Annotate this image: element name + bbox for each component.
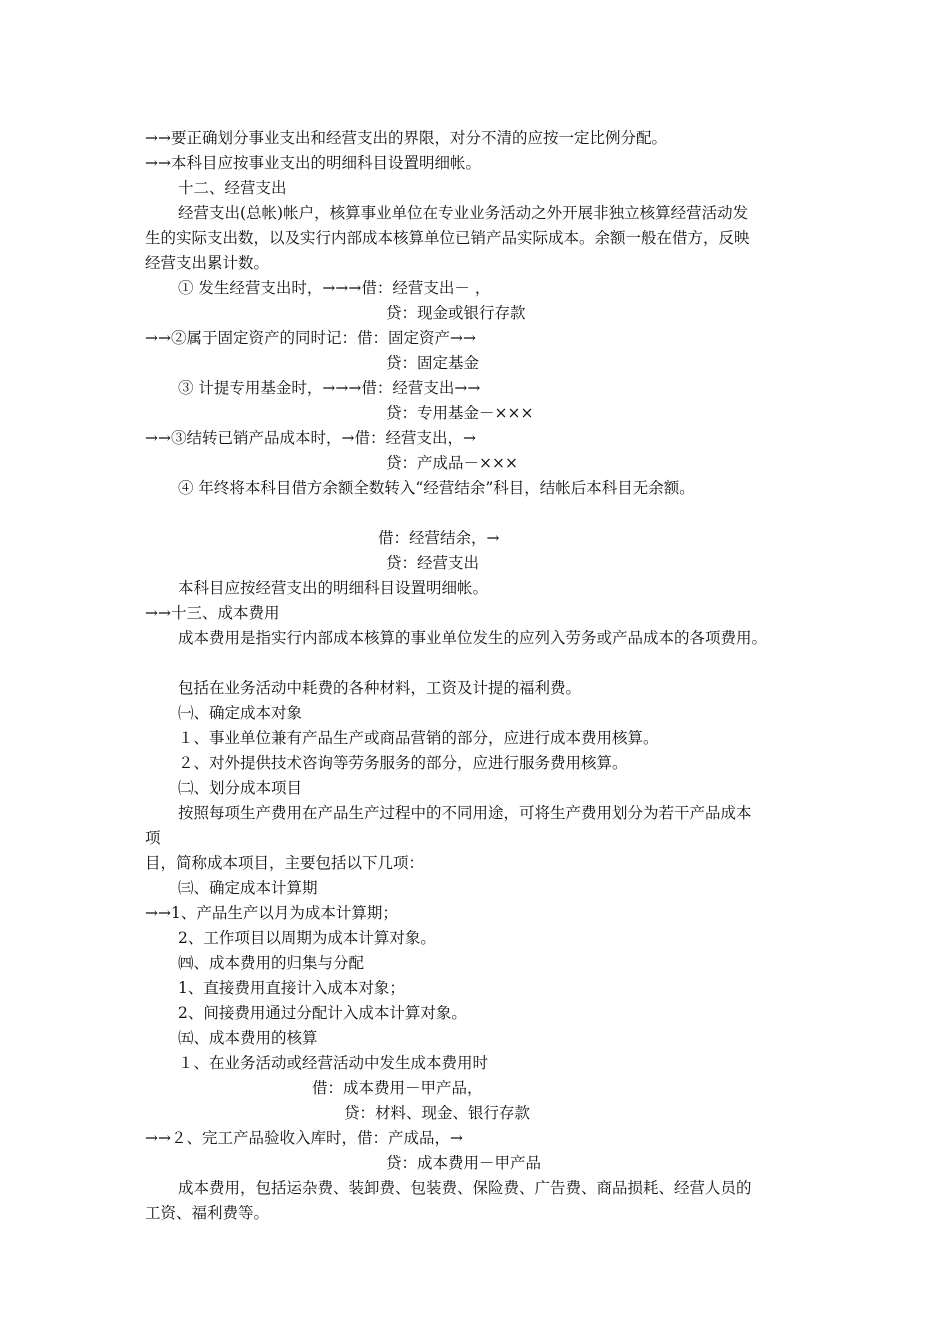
text-line: 贷：材料、现金、银行存款	[344, 1104, 531, 1122]
text-line: 包括在业务活动中耗费的各种材料，工资及计提的福利费。	[178, 679, 582, 697]
text-line: ① 发生经营支出时，→→→借：经营支出－ ，	[178, 279, 491, 297]
text-line: 本科目应按经营支出的明细科目设置明细帐。	[178, 579, 489, 597]
text-line: 生的实际支出数，以及实行内部成本核算单位已销产品实际成本。余额一般在借方，反映	[145, 229, 750, 247]
text-line: 贷：固定基金	[386, 354, 480, 372]
text-line: ２、对外提供技术咨询等劳务服务的部分，应进行服务费用核算。	[178, 754, 628, 772]
text-line: →→1、产品生产以月为成本计算期；	[145, 904, 398, 922]
text-line: 2、工作项目以周期为成本计算对象。	[178, 929, 436, 947]
text-line: 借：成本费用－甲产品，	[312, 1079, 483, 1097]
text-line: →→③结转已销产品成本时，→借：经营支出，→	[145, 429, 476, 447]
text-line: ③ 计提专用基金时，→→→借：经营支出→→	[178, 379, 481, 397]
text-line: 贷：现金或银行存款	[386, 304, 526, 322]
text-line: 2、间接费用通过分配计入成本计算对象。	[178, 1004, 467, 1022]
text-line: 贷：成本费用－甲产品	[386, 1154, 542, 1172]
text-line: 经营支出(总帐)帐户，核算事业单位在专业业务活动之外开展非独立核算经营活动发	[178, 204, 749, 222]
text-line: →→２、完工产品验收入库时，借：产成品，→	[145, 1129, 463, 1147]
subsection-heading: ㈤、成本费用的核算	[178, 1029, 318, 1047]
text-line: 借：经营结余，→	[378, 529, 500, 547]
text-line: ④ 年终将本科目借方余额全数转入“经营结余”科目，结帐后本科目无余额。	[178, 479, 695, 497]
text-line: １、事业单位兼有产品生产或商品营销的部分，应进行成本费用核算。	[178, 729, 659, 747]
text-line: →→②属于固定资产的同时记：借：固定资产→→	[145, 329, 476, 347]
subsection-heading: ㈣、成本费用的归集与分配	[178, 954, 365, 972]
text-line: 贷：产成品－×××	[386, 454, 518, 472]
section-heading: 十二、经营支出	[178, 179, 287, 197]
text-line: →→要正确划分事业支出和经营支出的界限，对分不清的应按一定比例分配。	[145, 129, 667, 147]
text-line: 经营支出累计数。	[145, 254, 270, 272]
text-line: 项	[145, 829, 161, 847]
subsection-heading: ㈠、确定成本对象	[178, 704, 303, 722]
subsection-heading: ㈡、划分成本项目	[178, 779, 303, 797]
text-line: →→本科目应按事业支出的明细科目设置明细帐。	[145, 154, 481, 172]
text-line: １、在业务活动或经营活动中发生成本费用时	[178, 1054, 489, 1072]
text-line: 按照每项生产费用在产品生产过程中的不同用途，可将生产费用划分为若干产品成本	[178, 804, 752, 822]
text-line: 贷：专用基金－×××	[386, 404, 534, 422]
text-line: 工资、福利费等。	[145, 1204, 270, 1222]
text-line: 成本费用是指实行内部成本核算的事业单位发生的应列入劳务或产品成本的各项费用。	[178, 629, 768, 647]
subsection-heading: ㈢、确定成本计算期	[178, 879, 318, 897]
text-line: 贷：经营支出	[386, 554, 480, 572]
text-line: 目，简称成本项目，主要包括以下几项：	[145, 854, 425, 872]
text-line: 1、直接费用直接计入成本对象；	[178, 979, 405, 997]
text-line: 成本费用，包括运杂费、装卸费、包装费、保险费、广告费、商品损耗、经营人员的	[178, 1179, 752, 1197]
section-heading: →→十三、成本费用	[145, 604, 280, 622]
